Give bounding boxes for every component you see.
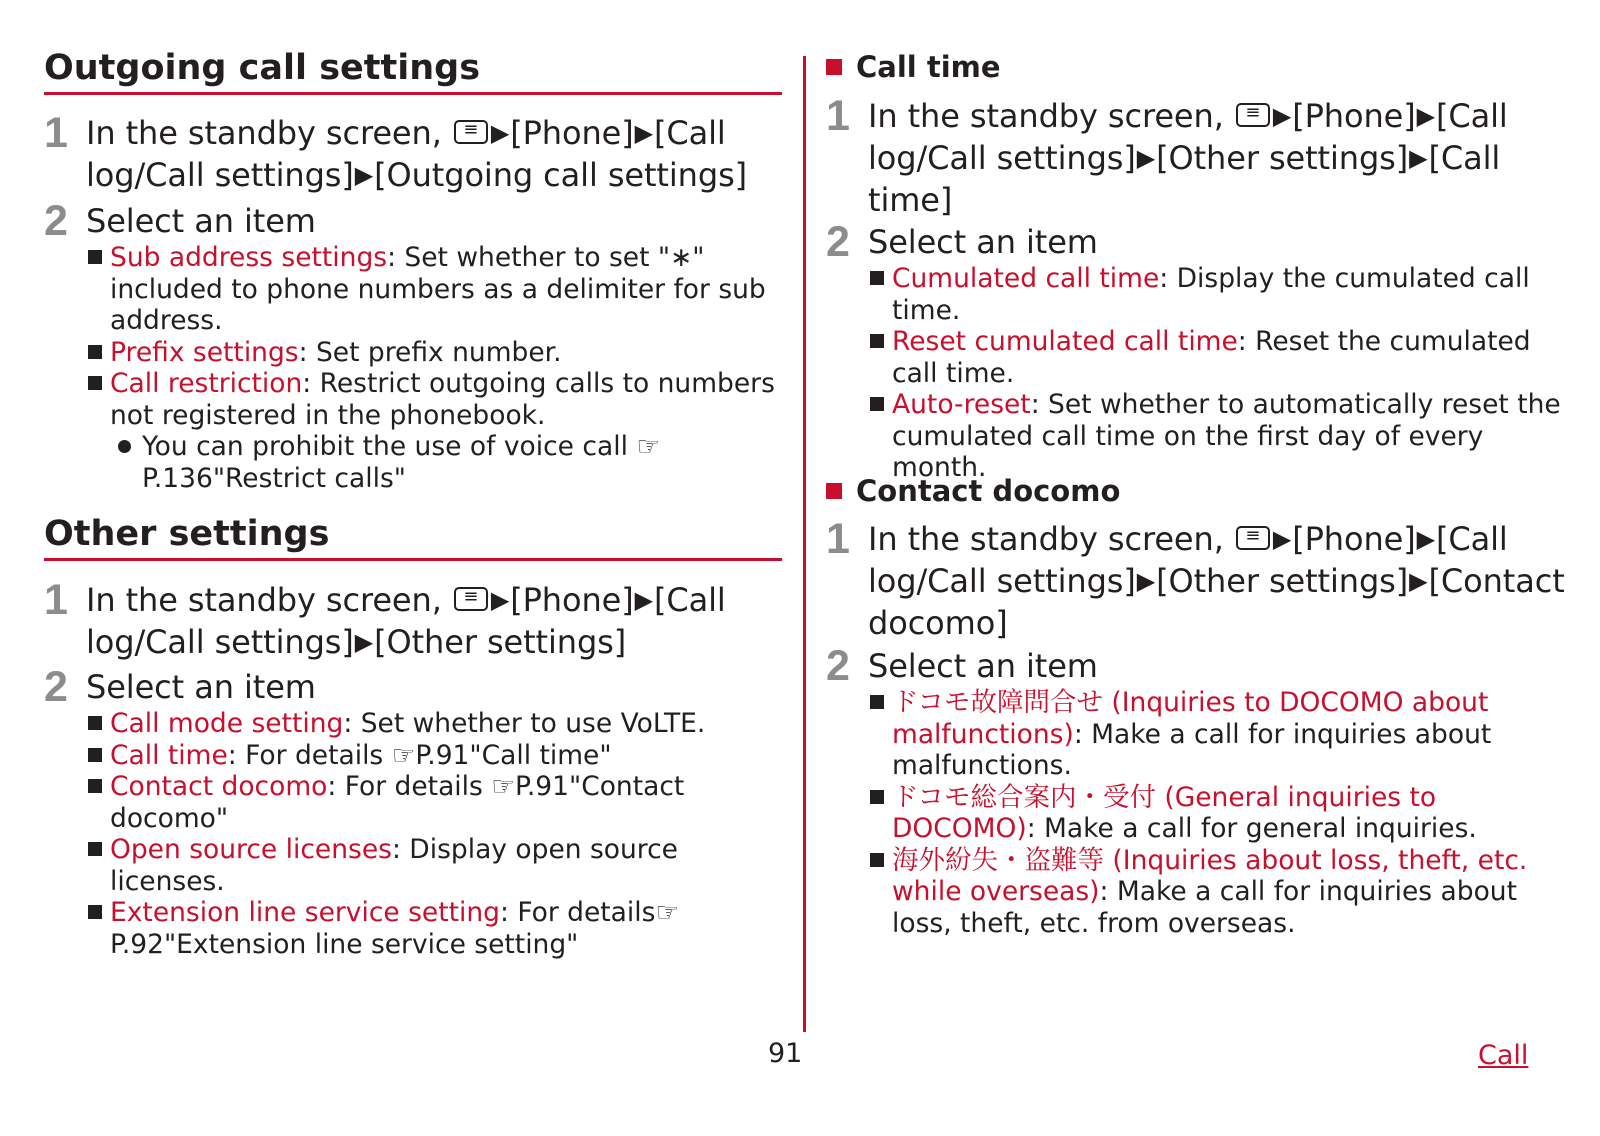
list-item <box>868 782 1566 845</box>
section-link-call[interactable]: Call <box>1478 1040 1529 1071</box>
path-call-time: [Call time] <box>868 139 1501 219</box>
item-term: Cumulated call time <box>892 263 1160 294</box>
subsection-heading-contact-docomo <box>826 475 1120 507</box>
menu-key-icon <box>454 120 488 144</box>
right-triangle-icon: ▶ <box>1416 525 1435 553</box>
step-text <box>86 113 782 197</box>
step-number: 1 <box>826 515 850 563</box>
square-bullet-icon <box>86 337 110 369</box>
subsection-heading-call-time <box>826 51 1001 83</box>
subsection-title: Call time <box>856 50 1001 84</box>
step-number: 1 <box>44 109 68 157</box>
section-heading-outgoing: Outgoing call settings <box>44 48 782 95</box>
list-item <box>86 708 746 740</box>
subsection-title: Contact docomo <box>856 474 1121 508</box>
step-number: 2 <box>44 663 68 711</box>
other-step-1 <box>44 576 782 664</box>
item-term: Call time <box>110 739 228 771</box>
note-item <box>86 431 686 494</box>
square-bullet-icon <box>868 326 892 389</box>
section-heading-other: Other settings <box>44 514 782 561</box>
list-item <box>86 242 776 337</box>
calltime-item-list <box>868 263 1566 484</box>
square-bullet-icon <box>86 897 110 960</box>
step-intro: In the standby screen, <box>86 114 452 152</box>
contact-item-list <box>868 687 1566 939</box>
item-term: Call restriction <box>110 368 303 399</box>
step-number: 2 <box>826 218 850 266</box>
item-term: ドコモ総合案内・受付 (General inquiries to DOCOMO) <box>892 781 1437 844</box>
item-term: Auto-reset <box>892 389 1031 420</box>
path-call-log: [Call log/Call settings] <box>868 97 1508 177</box>
step-text <box>868 96 1566 220</box>
item-term: Prefix settings <box>110 336 299 368</box>
list-item <box>868 263 1566 326</box>
square-marker-icon <box>826 59 842 75</box>
right-triangle-icon: ▶ <box>1416 102 1435 130</box>
item-term: 海外紛失・盗難等 (Inquiries about loss, theft, etc. while overseas) <box>892 844 1528 907</box>
right-triangle-icon: ▶ <box>634 119 653 147</box>
right-triangle-icon: ▶ <box>1272 525 1292 553</box>
item-desc: : Restrict outgoing calls to numbers not registered in the phonebook. <box>110 368 775 431</box>
item-desc: : Reset the cumulated call time. <box>892 326 1531 389</box>
item-desc: : Display the cumulated call time. <box>892 263 1530 326</box>
column-divider <box>803 56 806 1032</box>
list-item <box>86 740 746 772</box>
reference-link[interactable]: ☞ P.136"Restrict calls" <box>142 431 661 494</box>
right-triangle-icon: ▶ <box>1409 567 1428 595</box>
other-item-list <box>86 708 746 960</box>
item-term: ドコモ故障問合せ (Inquiries to DOCOMO about malfunctions) <box>892 687 1489 750</box>
square-bullet-icon <box>868 687 892 782</box>
list-item <box>86 897 746 960</box>
list-item <box>86 368 776 431</box>
right-triangle-icon: ▶ <box>354 161 374 189</box>
page-number: 91 <box>768 1038 803 1069</box>
item-desc: : Set whether to use VoLTE. <box>343 708 706 739</box>
path-other: [Other settings] <box>1156 562 1409 600</box>
menu-key-icon <box>454 587 488 611</box>
square-bullet-icon <box>86 740 110 772</box>
contact-step-2 <box>826 642 1098 690</box>
item-term: Call mode setting <box>110 708 344 739</box>
step-number: 1 <box>44 576 68 624</box>
note-text: You can prohibit the use of voice call <box>142 431 637 462</box>
right-triangle-icon: ▶ <box>490 586 510 614</box>
list-item <box>868 845 1566 940</box>
step-intro: In the standby screen, <box>868 520 1234 558</box>
item-desc: : Make a call for general inquiries. <box>1026 813 1477 844</box>
step-number: 2 <box>44 197 68 245</box>
step-intro: In the standby screen, <box>868 97 1234 135</box>
step-text: Select an item <box>868 647 1098 685</box>
step-number: 1 <box>826 92 850 140</box>
right-triangle-icon: ▶ <box>1136 567 1156 595</box>
item-desc[interactable]: : For details ☞P.91"Contact docomo" <box>110 771 685 834</box>
calltime-step-2 <box>826 218 1098 266</box>
item-term: Contact docomo <box>110 771 328 802</box>
path-call-log: [Call log/Call settings] <box>86 581 726 661</box>
square-bullet-icon <box>86 771 110 834</box>
list-item <box>868 687 1566 782</box>
step-intro: In the standby screen, <box>86 581 452 619</box>
list-item <box>868 389 1566 484</box>
item-desc: : Display open source licenses. <box>110 834 678 897</box>
menu-key-icon <box>1236 526 1270 550</box>
item-desc: : Make a call for inquiries about loss, theft, etc. from overseas. <box>892 876 1517 939</box>
path-contact-docomo: [Contact docomo] <box>868 562 1565 642</box>
outgoing-step-1 <box>44 109 782 197</box>
item-desc: : Set whether to automatically reset the cumulated call time on the first day of every month. <box>892 389 1561 483</box>
path-other: [Other settings] <box>1156 139 1409 177</box>
calltime-step-1 <box>826 92 1566 220</box>
path-phone: [Phone] <box>510 581 634 619</box>
step-number: 2 <box>826 642 850 690</box>
list-item <box>86 337 776 369</box>
menu-key-icon <box>1236 103 1270 127</box>
outgoing-step-2 <box>44 197 316 245</box>
dot-bullet-icon <box>110 431 142 494</box>
list-item <box>86 834 746 897</box>
step-text <box>86 580 782 664</box>
step-text: Select an item <box>86 202 316 240</box>
path-phone: [Phone] <box>1292 520 1416 558</box>
item-desc: : Make a call for inquiries about malfunctions. <box>892 718 1492 781</box>
item-term: Extension line service setting <box>110 897 500 928</box>
item-desc: : Set whether to set "∗" included to phone numbers as a delimiter for sub address. <box>110 242 766 336</box>
square-marker-icon <box>826 483 842 499</box>
right-triangle-icon: ▶ <box>1136 144 1156 172</box>
right-triangle-icon: ▶ <box>490 119 510 147</box>
square-bullet-icon <box>86 368 110 431</box>
path-call-log: [Call log/Call settings] <box>868 520 1508 600</box>
other-step-2 <box>44 663 316 711</box>
contact-step-1 <box>826 515 1566 643</box>
item-desc[interactable]: : For details ☞P.91"Call time" <box>227 739 612 771</box>
item-term: Sub address settings <box>110 242 388 273</box>
item-desc[interactable]: : For details☞ P.92"Extension line service setting" <box>110 897 680 960</box>
right-triangle-icon: ▶ <box>354 628 374 656</box>
square-bullet-icon <box>86 834 110 897</box>
square-bullet-icon <box>868 845 892 940</box>
path-phone: [Phone] <box>510 114 634 152</box>
right-triangle-icon: ▶ <box>1409 144 1428 172</box>
step-text: Select an item <box>86 668 316 706</box>
square-bullet-icon <box>868 263 892 326</box>
path-call-log: [Call log/Call settings] <box>86 114 726 194</box>
path-other: [Other settings] <box>374 623 627 661</box>
right-triangle-icon: ▶ <box>1272 102 1292 130</box>
square-bullet-icon <box>868 782 892 845</box>
item-desc: : Set prefix number. <box>298 336 562 368</box>
path-phone: [Phone] <box>1292 97 1416 135</box>
item-term: Reset cumulated call time <box>892 326 1238 357</box>
path-outgoing: [Outgoing call settings] <box>374 156 748 194</box>
square-bullet-icon <box>86 708 110 740</box>
step-text: Select an item <box>868 223 1098 261</box>
square-bullet-icon <box>868 389 892 484</box>
outgoing-item-list <box>86 242 776 494</box>
step-text <box>868 519 1566 643</box>
square-bullet-icon <box>86 242 110 337</box>
list-item <box>86 771 746 834</box>
item-term: Open source licenses <box>110 834 392 865</box>
right-triangle-icon: ▶ <box>634 586 653 614</box>
list-item <box>868 326 1566 389</box>
